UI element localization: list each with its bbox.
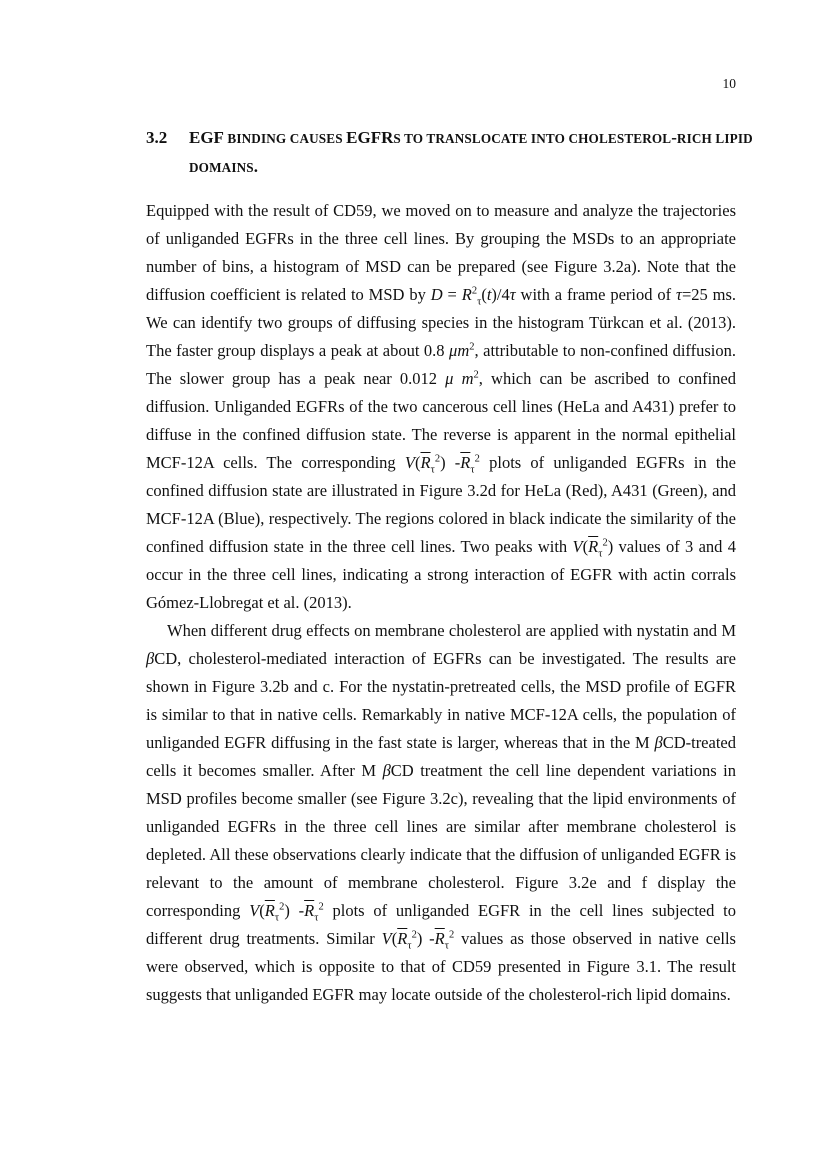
text-run: values of 3 and 4 occur in the three cell lines, indicating a strong interaction of EGFR with actin corrals Gómez-Llobregat et al. (2013). — [146, 537, 736, 612]
page-number: 10 — [722, 76, 736, 91]
section-title-part: BINDING CAUSES — [223, 131, 347, 146]
math-token: t — [486, 285, 492, 304]
math-token: $\overline{R}$ — [420, 453, 431, 472]
text-run: ) — [607, 537, 614, 556]
section-title — [189, 124, 756, 182]
text-run: ( — [259, 901, 265, 920]
math-token: V — [381, 929, 392, 948]
section-title-part: RICH LIPID DOMAINS — [189, 131, 753, 175]
text-run: ( — [391, 929, 398, 948]
math-token: V — [249, 901, 260, 920]
text-run: When different drug effects on membrane cholesterol are applied with nystatin and M — [167, 621, 736, 640]
math-token: β — [382, 761, 391, 780]
text-run: )/4 — [491, 285, 510, 304]
text-run: values as those observed in native cells were observed, which is opposite to that of CD59 presented in Figure 3.1. The result suggests that unliganded EGFR may locate outside of the cholesterol-rich lipid domains. — [146, 929, 736, 1004]
math-token: τ — [477, 296, 482, 308]
text-run: , attributable to non-confined diffusion. The slower group has a peak near 0.012 — [146, 341, 736, 388]
paragraph — [146, 197, 736, 617]
math-token: $\overline{R}$ — [588, 537, 599, 556]
math-token: $\overline{R}$ — [434, 929, 445, 948]
math-token: τ — [509, 285, 516, 304]
text-run: with a frame period of — [515, 285, 677, 304]
text-run: =25 ms. We can identify two groups of diffusing species in the histogram Türkcan et al. (2013). The faster group displays a peak at about 0.8 — [146, 285, 737, 360]
math-token: 2 — [471, 285, 478, 297]
math-token: V — [404, 453, 415, 472]
section-title-part: EGF — [189, 128, 224, 147]
math-token: μm — [449, 341, 470, 360]
math-token: 2 — [602, 537, 608, 549]
math-token: β — [654, 733, 663, 752]
math-token: τ — [407, 940, 412, 952]
text-run: ) - — [416, 929, 435, 948]
math-token: τ — [314, 912, 319, 924]
math-token: D — [430, 285, 443, 304]
math-token: τ — [444, 940, 449, 952]
math-token: $\overline{R}$ — [460, 453, 471, 472]
math-token: τ — [470, 464, 475, 476]
text-run: ( — [582, 537, 589, 556]
text-run: Equipped with the result of CD59, we moved on to measure and analyze the trajectories of unliganded EGFRs in the three cell lines. By grouping the MSDs to an appropriate number of bins, a histogram of MSD can be prepared (see Figure 3.2a). Note that the diffusion coefficient is related to MSD by — [146, 201, 736, 304]
text-run: plots of unliganded EGFRs in the confined diffusion state are illustrated in Figure 3.2d for HeLa (Red), A431 (Green), and MCF-12A (Blue), respectively. The regions colored in black indicate the similarity of the confined diffusion state in the three cell lines. Two peaks with — [146, 453, 736, 556]
text-run: CD, cholesterol-mediated interaction of EGFRs can be investigated. The results are shown in Figure 3.2b and c. For the nystatin-pretreated cells, the MSD profile of EGFR is similar to that in native cells. Remarkably in native MCF-12A cells, the population of unliganded EGFR diffusing in the fast state is larger, whereas that in the M — [146, 649, 736, 752]
math-token: 2 — [449, 929, 455, 941]
body-text — [146, 197, 736, 1009]
text-run: CD-treated cells it becomes smaller. After M — [146, 733, 736, 780]
text-run: ( — [481, 285, 487, 304]
math-token: τ — [676, 285, 682, 304]
math-token: $\overline{R}$ — [264, 901, 275, 920]
text-run: ) - — [440, 453, 461, 472]
math-token: $\overline{R}$ — [397, 929, 408, 948]
section-title-part: EGFR — [346, 128, 394, 147]
section-title-part: S TO TRANSLOCATE INTO CHOLESTEROL — [393, 131, 672, 146]
math-token: 2 — [279, 901, 285, 913]
section-heading — [146, 124, 756, 182]
math-token: τ — [430, 464, 435, 476]
text-run: ) - — [284, 901, 305, 920]
text-run: ( — [414, 453, 421, 472]
text-run: CD treatment the cell line dependent variations in MSD profiles become smaller (see Figure 3.2c), revealing that the lipid environments of unliganded EGFRs in the three cell lines are similar after membrane cholesterol is depleted. All these observations clearly indicate that the diffusion of unliganded EGFR is relevant to the amount of membrane cholesterol. Figure 3.2e and f display the corresponding — [146, 761, 736, 920]
math-token: 2 — [318, 901, 324, 913]
math-token: V — [572, 537, 583, 556]
section-number: 3.2 — [146, 128, 168, 147]
text-run: , which can be ascribed to confined diffusion. Unliganded EGFRs of the two cancerous cell lines (HeLa and A431) prefer to diffuse in the confined diffusion state. The reverse is apparent in the normal epithelial MCF-12A cells. The corresponding — [146, 369, 737, 472]
math-token: τ — [274, 912, 280, 924]
math-token: 2 — [474, 453, 480, 465]
math-token: $\overline{R}$ — [304, 901, 315, 920]
math-token: 2 — [469, 341, 475, 353]
paragraph — [146, 617, 736, 1009]
text-run: = — [442, 285, 462, 304]
math-token: 2 — [411, 929, 417, 941]
section-title-part: . — [253, 157, 259, 176]
math-token: 2 — [434, 453, 441, 465]
text-run: plots of unliganded EGFR in the cell lines subjected to different drug treatments. Similar — [146, 901, 736, 948]
math-token: R — [461, 285, 472, 304]
math-token: 2 — [473, 369, 479, 381]
section-title-part: - — [671, 128, 677, 147]
math-token: β — [146, 649, 155, 668]
math-token: τ — [598, 548, 603, 560]
math-token: μ m — [445, 369, 474, 388]
